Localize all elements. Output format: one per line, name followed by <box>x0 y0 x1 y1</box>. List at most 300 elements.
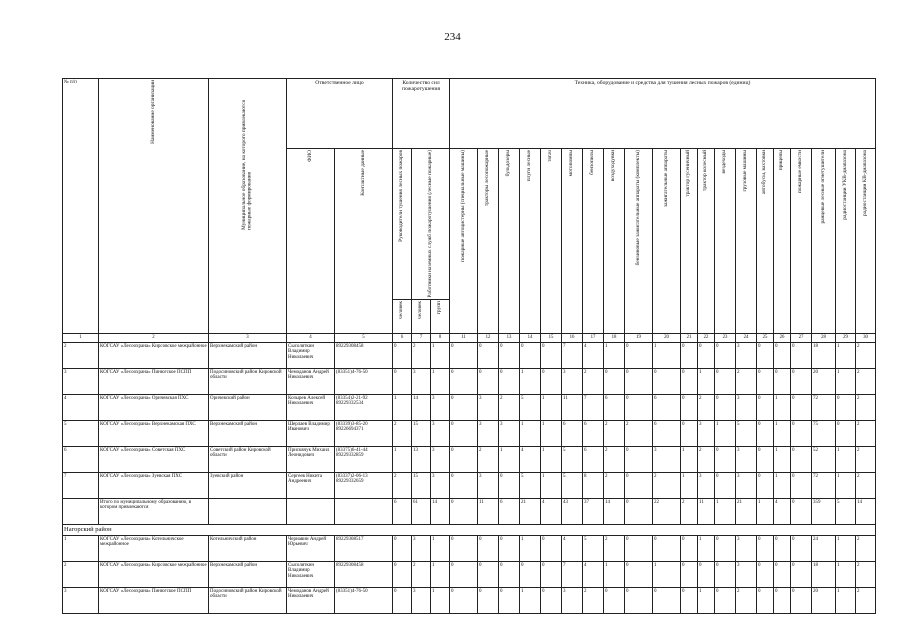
value-cell: 3 <box>412 587 431 613</box>
value-cell: 3 <box>499 420 520 446</box>
column-number: 25 <box>757 333 774 342</box>
column-number: 15 <box>541 333 562 342</box>
value-cell: 7 <box>583 394 604 420</box>
value-cell: 0 <box>541 561 562 587</box>
value-cell: 0 <box>791 535 812 561</box>
fio-cell: Сысоляткин Владимир Николаевич <box>287 342 335 368</box>
contact-cell: (83375)6-41-44 89229332859 <box>335 446 393 472</box>
col-header-eq-8: воздуходувки <box>604 149 625 334</box>
value-cell: 0 <box>541 535 562 561</box>
value-cell: 0 <box>715 342 736 368</box>
value-cell: 0 <box>791 420 812 446</box>
value-cell: 2 <box>681 498 698 524</box>
col-header-eq-18: ранцевые лесные огнетушители <box>812 149 836 334</box>
value-cell: 3 <box>431 394 450 420</box>
value-cell: 3 <box>431 420 450 446</box>
value-cell: 0 <box>393 368 412 394</box>
value-cell: 0 <box>715 587 736 613</box>
value-cell: 0 <box>715 446 736 472</box>
col-header-number: № п/п <box>63 79 99 334</box>
value-cell: 3 <box>478 420 499 446</box>
value-cell: 3 <box>562 587 583 613</box>
org-name-cell: КОГСАУ «Лесоохрана» Советская ПХС <box>99 446 209 472</box>
value-cell: 2 <box>698 446 715 472</box>
value-cell: 20 <box>812 368 836 394</box>
column-number: 2 <box>99 333 209 342</box>
value-cell: 1 <box>499 446 520 472</box>
value-cell: 0 <box>757 368 774 394</box>
value-cell: 21 <box>736 498 757 524</box>
value-cell: 2 <box>736 587 757 613</box>
unit-people-1: человек <box>393 299 412 333</box>
value-cell: 1 <box>774 394 791 420</box>
value-cell: 2 <box>583 587 604 613</box>
value-cell: 3 <box>412 368 431 394</box>
value-cell: 22 <box>653 498 681 524</box>
contact-cell <box>335 498 393 524</box>
column-number: 19 <box>625 333 653 342</box>
col-header-eq-10: зажигательные аппараты <box>653 149 681 334</box>
value-cell: 2 <box>478 446 499 472</box>
value-cell: 5 <box>583 535 604 561</box>
table-row <box>63 446 876 472</box>
value-cell: 3 <box>431 446 450 472</box>
table-row <box>63 342 876 368</box>
contact-cell: 89229308458 <box>335 342 393 368</box>
value-cell: 6 <box>499 498 520 524</box>
value-cell: 6 <box>604 394 625 420</box>
value-cell: 1 <box>393 446 412 472</box>
value-cell: 0 <box>681 368 698 394</box>
value-cell: 0 <box>653 368 681 394</box>
value-cell: 0 <box>393 587 412 613</box>
col-header-eq-19: радиостанции УКВ-диапазона <box>836 149 856 334</box>
value-cell: 1 <box>774 472 791 498</box>
value-cell: 2 <box>856 446 876 472</box>
value-cell: 2 <box>856 368 876 394</box>
table-row <box>63 535 876 561</box>
value-cell: 6 <box>653 420 681 446</box>
value-cell: 1 <box>431 535 450 561</box>
value-cell: 2 <box>856 342 876 368</box>
col-header-eq-11: трактор гусеничный <box>681 149 698 334</box>
value-cell: 0 <box>791 498 812 524</box>
value-cell: 2 <box>604 535 625 561</box>
value-cell: 1 <box>681 446 698 472</box>
value-cell: 14 <box>431 498 450 524</box>
value-cell: 0 <box>499 535 520 561</box>
value-cell: 5 <box>520 472 541 498</box>
value-cell: 1 <box>541 420 562 446</box>
value-cell: 7 <box>562 561 583 587</box>
org-name-cell: КОГСАУ «Лесоохрана» Кирсовское межрайонное <box>99 561 209 587</box>
value-cell: 37 <box>583 498 604 524</box>
value-cell: 0 <box>499 472 520 498</box>
column-number: 29 <box>836 333 856 342</box>
value-cell: 2 <box>856 561 876 587</box>
value-cell: 0 <box>653 587 681 613</box>
value-cell: 0 <box>625 587 653 613</box>
value-cell: 2 <box>856 587 876 613</box>
column-number: 16 <box>562 333 583 342</box>
value-cell: 72 <box>812 472 836 498</box>
value-cell: 3 <box>736 472 757 498</box>
row-number: 3 <box>63 587 99 613</box>
value-cell: 3 <box>736 561 757 587</box>
value-cell: 6 <box>653 394 681 420</box>
value-cell: 0 <box>681 394 698 420</box>
value-cell: 1 <box>541 446 562 472</box>
section-row <box>63 524 876 535</box>
fio-cell: Чемоданов Андрей Николаевич <box>287 587 335 613</box>
municipality-cell: Подосиновский район Кировской области <box>209 368 287 394</box>
fio-cell: Сергеев Никита Андреевич <box>287 472 335 498</box>
value-cell: 0 <box>450 535 478 561</box>
column-number: 7 <box>412 333 431 342</box>
col-header-eq-1: пожарные автоцистерны (специальные машины) <box>450 149 478 334</box>
value-cell: 3 <box>736 394 757 420</box>
value-cell: 72 <box>812 394 836 420</box>
value-cell: 0 <box>393 342 412 368</box>
value-cell: 7 <box>562 342 583 368</box>
value-cell: 2 <box>856 394 876 420</box>
value-cell: 0 <box>499 368 520 394</box>
value-cell: 0 <box>791 394 812 420</box>
value-cell: 2 <box>736 368 757 394</box>
value-cell: 1 <box>520 535 541 561</box>
value-cell: 1 <box>836 342 856 368</box>
value-cell: 0 <box>625 561 653 587</box>
column-number: 24 <box>736 333 757 342</box>
column-number: 21 <box>681 333 698 342</box>
value-cell: 14 <box>604 498 625 524</box>
value-cell: 4 <box>562 535 583 561</box>
value-cell: 0 <box>450 587 478 613</box>
page-number: 234 <box>444 31 461 43</box>
value-cell: 2 <box>412 342 431 368</box>
value-cell: 2 <box>499 394 520 420</box>
fio-cell: Чемоданов Андрей Николаевич <box>287 368 335 394</box>
value-cell: 5 <box>520 394 541 420</box>
value-cell: 0 <box>625 472 653 498</box>
contact-cell: (83354)2-21-92 89229332534 <box>335 394 393 420</box>
col-header-eq-12: трактор колесный <box>698 149 715 334</box>
value-cell: 1 <box>836 535 856 561</box>
value-cell: 0 <box>478 535 499 561</box>
value-cell: 2 <box>856 472 876 498</box>
value-cell: 0 <box>520 342 541 368</box>
value-cell: 6 <box>562 420 583 446</box>
value-cell: 5 <box>562 446 583 472</box>
value-cell: 2 <box>856 535 876 561</box>
column-number: 17 <box>583 333 604 342</box>
municipality-cell: Верхнекамский район <box>209 420 287 446</box>
table-row <box>63 394 876 420</box>
org-name-cell: КОГСАУ «Лесоохрана» Кирсовское межрайонное <box>99 342 209 368</box>
value-cell: 2 <box>698 394 715 420</box>
municipality-cell: Зуевский район <box>209 472 287 498</box>
value-cell: 0 <box>757 472 774 498</box>
value-cell: 0 <box>715 561 736 587</box>
col-header-eq-16: прицепы <box>774 149 791 334</box>
value-cell: 0 <box>541 587 562 613</box>
column-number: 30 <box>856 333 876 342</box>
column-number: 3 <box>209 333 287 342</box>
value-cell: 5 <box>736 420 757 446</box>
value-cell: 4 <box>583 342 604 368</box>
value-cell: 0 <box>450 498 478 524</box>
value-cell: 20 <box>812 587 836 613</box>
value-cell: 3 <box>736 446 757 472</box>
value-cell: 0 <box>625 342 653 368</box>
contact-cell: 89229308517 <box>335 535 393 561</box>
section-title: Нагорский район <box>63 524 876 535</box>
column-number: 26 <box>774 333 791 342</box>
value-cell: 4 <box>774 498 791 524</box>
column-number: 14 <box>520 333 541 342</box>
value-cell: 0 <box>791 587 812 613</box>
org-name-cell: КОГСАУ «Лесоохрана» Пинюгское ПСПП <box>99 368 209 394</box>
municipality-cell: Оричевский район <box>209 394 287 420</box>
value-cell: 0 <box>757 394 774 420</box>
value-cell: 0 <box>393 535 412 561</box>
col-header-fio: ФИО <box>287 149 335 334</box>
value-cell: 1 <box>520 420 541 446</box>
column-number: 12 <box>478 333 499 342</box>
municipality-cell: Верхнекамский район <box>209 342 287 368</box>
value-cell: 1 <box>431 368 450 394</box>
col-header-responsible: Ответственное лицо <box>287 79 393 149</box>
value-cell: 1 <box>520 368 541 394</box>
value-cell: 0 <box>520 561 541 587</box>
col-header-contacts: Контактные данные <box>335 149 393 334</box>
value-cell: 15 <box>412 472 431 498</box>
value-cell: 0 <box>450 342 478 368</box>
column-number: 1 <box>63 333 99 342</box>
col-header-eq-20: радиостанции КВ-диапазона <box>856 149 876 334</box>
value-cell: 3 <box>698 420 715 446</box>
value-cell: 0 <box>791 561 812 587</box>
org-name-cell: Итого по муниципальному образованию, в котором привлекаются <box>99 498 209 524</box>
value-cell: 5 <box>562 472 583 498</box>
column-number: 27 <box>791 333 812 342</box>
value-cell: 11 <box>478 498 499 524</box>
col-header-eq-2: тракторы лесопожарные <box>478 149 499 334</box>
value-cell: 21 <box>520 498 541 524</box>
value-cell: 0 <box>478 561 499 587</box>
org-name-cell: КОГСАУ «Лесоохрана» Верхнекамская ПХС <box>99 420 209 446</box>
row-number: 5 <box>63 420 99 446</box>
value-cell: 6 <box>393 498 412 524</box>
value-cell: 0 <box>450 446 478 472</box>
column-number: 6 <box>393 333 412 342</box>
value-cell: 0 <box>715 368 736 394</box>
value-cell: 0 <box>791 446 812 472</box>
value-cell: 0 <box>698 342 715 368</box>
org-name-cell: КОГСАУ «Лесоохрана» Пинюгское ПСПП <box>99 587 209 613</box>
municipality-cell: Советский район Кировской области <box>209 446 287 472</box>
value-cell: 0 <box>715 394 736 420</box>
org-name-cell: КОГСАУ «Лесоохрана» Котельничское межрайонное <box>99 535 209 561</box>
col-header-org-name: Наименование организации <box>99 79 209 334</box>
value-cell: 0 <box>681 587 698 613</box>
col-header-eq-15: автобусы, вахтовки <box>757 149 774 334</box>
value-cell: 18 <box>812 561 836 587</box>
col-header-eq-17: пожарные емкости <box>791 149 812 334</box>
value-cell: 0 <box>757 535 774 561</box>
forest-fire-resources-table <box>62 78 876 614</box>
column-number: 11 <box>450 333 478 342</box>
row-number: 1 <box>63 535 99 561</box>
unit-people-2: человек <box>412 299 431 333</box>
row-number: 6 <box>63 446 99 472</box>
value-cell: 0 <box>698 561 715 587</box>
value-cell: 3 <box>562 368 583 394</box>
col-header-municipality: Муниципальное образование, на которого привлекаются пожарные формирования <box>209 79 287 334</box>
value-cell: 0 <box>625 394 653 420</box>
value-cell: 0 <box>681 561 698 587</box>
value-cell: 2 <box>604 446 625 472</box>
value-cell: 2 <box>393 420 412 446</box>
value-cell: 4 <box>583 561 604 587</box>
column-number: 28 <box>812 333 836 342</box>
value-cell: 359 <box>812 498 836 524</box>
value-cell: 6 <box>583 420 604 446</box>
value-cell: 1 <box>604 342 625 368</box>
contact-cell: (83351)4-76-50 <box>335 368 393 394</box>
value-cell: 0 <box>625 535 653 561</box>
value-cell: 1 <box>653 561 681 587</box>
municipality-cell: Верхнекамский район <box>209 561 287 587</box>
value-cell: 0 <box>681 342 698 368</box>
column-number: 20 <box>653 333 681 342</box>
value-cell: 1 <box>541 472 562 498</box>
value-cell: 1 <box>541 394 562 420</box>
col-header-eq-13: вездеходы <box>715 149 736 334</box>
contact-cell: (83351)4-76-50 <box>335 587 393 613</box>
value-cell: 0 <box>791 472 812 498</box>
col-header-eq-14: грузовые машины <box>736 149 757 334</box>
contact-cell: 89229308458 <box>335 561 393 587</box>
row-number: 4 <box>63 394 99 420</box>
value-cell: 1 <box>653 342 681 368</box>
col-header-eq-9: бензиновые зажигательные аппараты (комплекты) <box>625 149 653 334</box>
column-number: 13 <box>499 333 520 342</box>
fio-cell: Козырев Алексей Николаевич <box>287 394 335 420</box>
value-cell: 2 <box>625 420 653 446</box>
value-cell: 0 <box>757 342 774 368</box>
value-cell: 0 <box>836 394 856 420</box>
value-cell: 0 <box>499 587 520 613</box>
municipality-cell <box>209 498 287 524</box>
value-cell: 3 <box>412 535 431 561</box>
table-row <box>63 587 876 613</box>
value-cell: 0 <box>450 394 478 420</box>
value-cell: 1 <box>520 587 541 613</box>
value-cell: 0 <box>681 535 698 561</box>
value-cell: 1 <box>431 561 450 587</box>
value-cell: 0 <box>499 342 520 368</box>
value-cell: 1 <box>836 446 856 472</box>
fio-cell: Чернавин Андрей Юрьевич <box>287 535 335 561</box>
fio-cell: Шерлаев Владимир Иванович <box>287 420 335 446</box>
value-cell: 0 <box>625 498 653 524</box>
value-cell: 1 <box>604 561 625 587</box>
value-cell: 0 <box>478 368 499 394</box>
column-numbers-row <box>63 333 876 342</box>
value-cell: 11 <box>698 498 715 524</box>
fio-cell <box>287 498 335 524</box>
value-cell: 1 <box>698 587 715 613</box>
value-cell: 0 <box>681 420 698 446</box>
column-number: 4 <box>287 333 335 342</box>
col-header-eq-5: тягач <box>541 149 562 334</box>
column-number: 18 <box>604 333 625 342</box>
value-cell: 1 <box>393 394 412 420</box>
value-cell: 1 <box>836 587 856 613</box>
value-cell: 0 <box>774 535 791 561</box>
col-header-eq-7: бензопилы <box>583 149 604 334</box>
value-cell: 0 <box>393 561 412 587</box>
value-cell: 2 <box>583 368 604 394</box>
fio-cell: Сысоляткин Владимир Николаевич <box>287 561 335 587</box>
value-cell: 2 <box>604 420 625 446</box>
value-cell: 1 <box>715 498 736 524</box>
value-cell: 0 <box>653 535 681 561</box>
value-cell: 0 <box>774 561 791 587</box>
col-header-leaders: Руководители тушения лесных пожаров <box>393 149 412 300</box>
value-cell: 24 <box>812 535 836 561</box>
table-row <box>63 420 876 446</box>
value-cell: 0 <box>604 587 625 613</box>
value-cell: 0 <box>757 587 774 613</box>
value-cell: 0 <box>604 368 625 394</box>
value-cell: 0 <box>450 561 478 587</box>
contact-cell: (83339)3-85-20 89226694371 <box>335 420 393 446</box>
value-cell: 3 <box>431 472 450 498</box>
value-cell: 0 <box>478 587 499 613</box>
value-cell: 11 <box>562 394 583 420</box>
value-cell: 0 <box>541 368 562 394</box>
municipality-cell: Подосиновский район Кировской области <box>209 587 287 613</box>
table-row <box>63 561 876 587</box>
value-cell: 2 <box>393 472 412 498</box>
value-cell: 1 <box>774 446 791 472</box>
value-cell: 75 <box>812 420 836 446</box>
value-cell: 8 <box>583 472 604 498</box>
value-cell: 0 <box>791 342 812 368</box>
value-cell: 6 <box>583 446 604 472</box>
col-header-ground-workers: Работники наземных служб пожаротушения (лесные пожарные) <box>412 149 450 300</box>
column-number: 8 <box>431 333 450 342</box>
value-cell: 3 <box>736 342 757 368</box>
value-cell: 0 <box>836 420 856 446</box>
value-cell: 3 <box>736 535 757 561</box>
value-cell: 1 <box>757 498 774 524</box>
col-header-eq-4: плуги лесные <box>520 149 541 334</box>
value-cell: 1 <box>836 472 856 498</box>
value-cell: 1 <box>431 587 450 613</box>
row-number: 2 <box>63 342 99 368</box>
value-cell: 1 <box>715 420 736 446</box>
value-cell: 0 <box>757 446 774 472</box>
value-cell: 2 <box>653 472 681 498</box>
value-cell: 0 <box>757 561 774 587</box>
row-number <box>63 498 99 524</box>
value-cell: 0 <box>541 342 562 368</box>
table-row <box>63 368 876 394</box>
col-header-staff: Количество сил пожаротушения <box>393 79 450 149</box>
